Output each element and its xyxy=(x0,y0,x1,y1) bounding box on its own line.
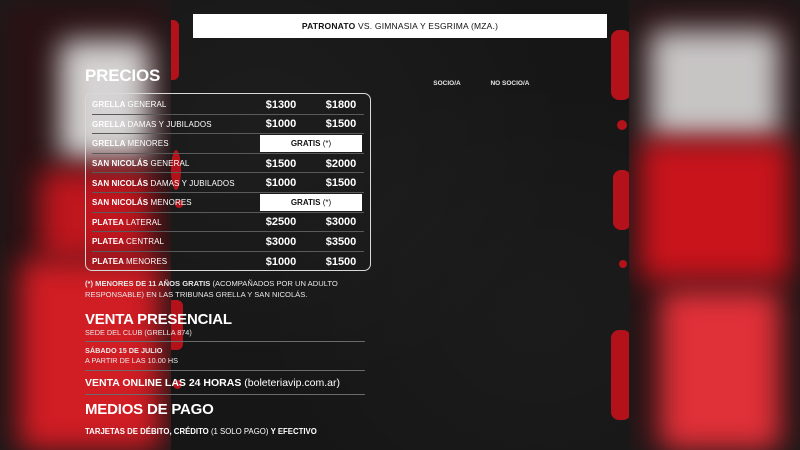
price-no-socio: $2000 xyxy=(325,157,357,170)
price-socio: $2500 xyxy=(265,216,297,229)
prices-title: PRECIOS xyxy=(85,66,161,85)
divider xyxy=(85,341,365,342)
note-rest: (ACOMPAÑADOS POR UN ADULTO RESPONSABLE) EN LAS TRIBUNAS GRELLA Y SAN NICOLÁS. xyxy=(85,279,338,299)
divider xyxy=(85,370,365,371)
free-badge: GRATIS (*) xyxy=(260,135,362,152)
venta-online xyxy=(85,377,340,389)
row-label: GRELLA DAMAS Y JUBILADOS xyxy=(92,119,212,129)
price-no-socio: $1800 xyxy=(325,98,357,111)
venta-date: SÁBADO 15 DE JULIO xyxy=(85,346,163,355)
row-label: SAN NICOLÁS GENERAL xyxy=(92,159,190,169)
row-label: SAN NICOLÁS DAMAS Y JUBILADOS xyxy=(92,178,235,188)
venta-presencial-title: VENTA PRESENCIAL xyxy=(85,311,232,328)
divider xyxy=(85,394,365,395)
price-no-socio: $3500 xyxy=(325,235,357,248)
price-socio: $1000 xyxy=(265,255,297,268)
match-vs-away: VS. GIMNASIA Y ESGRIMA (MZA.) xyxy=(358,21,499,31)
price-row xyxy=(86,154,370,174)
row-label: PLATEA LATERAL xyxy=(92,217,162,227)
price-row xyxy=(86,232,370,252)
minors-note xyxy=(85,279,375,300)
price-socio: $1000 xyxy=(265,177,297,190)
price-row xyxy=(86,115,370,135)
price-socio: $1300 xyxy=(265,98,297,111)
free-badge: GRATIS (*) xyxy=(260,194,362,211)
price-no-socio: $3000 xyxy=(325,216,357,229)
price-table xyxy=(85,93,371,271)
price-no-socio: $1500 xyxy=(325,177,357,190)
price-row xyxy=(86,134,370,154)
row-label: PLATEA MENORES xyxy=(92,257,168,267)
match-header xyxy=(193,14,607,38)
venta-time: A PARTIR DE LAS 10.00 HS xyxy=(85,356,179,365)
row-label: SAN NICOLÁS MENORES xyxy=(92,198,192,208)
row-label: PLATEA CENTRAL xyxy=(92,237,165,247)
price-row xyxy=(86,252,370,272)
price-no-socio: $1500 xyxy=(325,255,357,268)
price-row xyxy=(86,193,370,213)
payment-methods: TARJETAS DE DÉBITO, CRÉDITO (1 SOLO PAGO) Y EFECTIVO xyxy=(85,427,317,436)
price-row xyxy=(86,173,370,193)
price-socio: $3000 xyxy=(265,235,297,248)
price-socio: $1500 xyxy=(265,157,297,170)
note-bold: (*) MENORES DE 11 AÑOS GRATIS xyxy=(85,279,211,288)
col-header-socio: SOCIO/A xyxy=(433,80,461,87)
price-no-socio: $1500 xyxy=(325,118,357,131)
online-url: (boleteriavip.com.ar) xyxy=(244,377,340,389)
row-label: GRELLA GENERAL xyxy=(92,100,167,110)
row-label: GRELLA MENORES xyxy=(92,139,169,149)
payment-title: MEDIOS DE PAGO xyxy=(85,401,214,418)
col-header-no-socio: NO SOCIO/A xyxy=(490,80,530,87)
match-team-home: PATRONATO xyxy=(301,21,356,31)
online-label: VENTA ONLINE LAS 24 HORAS xyxy=(85,377,242,389)
price-socio: $1000 xyxy=(265,118,297,131)
price-row xyxy=(86,213,370,233)
price-row xyxy=(86,95,370,115)
venta-location: SEDE DEL CLUB (GRELLA 874) xyxy=(85,328,192,337)
